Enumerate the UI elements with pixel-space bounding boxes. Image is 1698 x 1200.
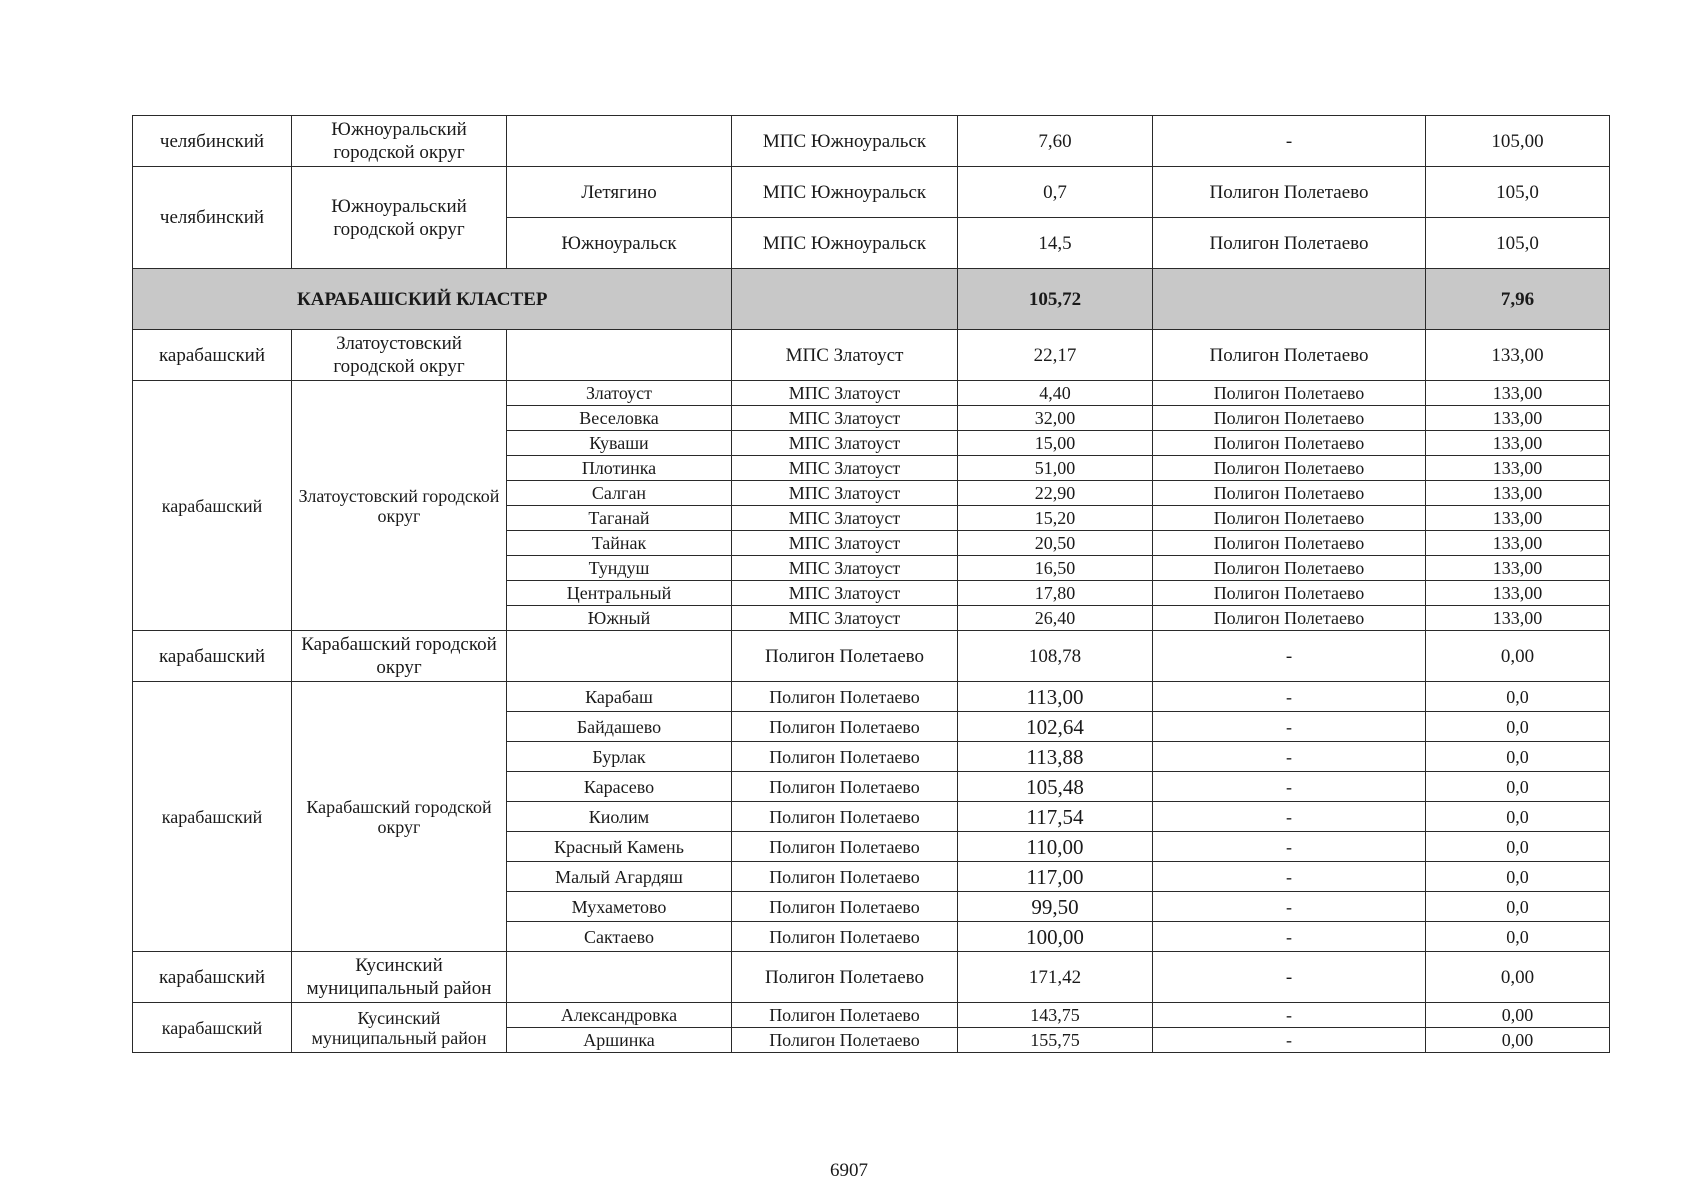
destination-cell: Полигон Полетаево — [1153, 330, 1426, 381]
destination-cell: - — [1153, 832, 1426, 862]
table-row — [133, 167, 1610, 218]
distance-cell: 102,64 — [958, 712, 1153, 742]
facility-cell: Полигон Полетаево — [732, 892, 958, 922]
destination-cell: - — [1153, 712, 1426, 742]
facility-cell: МПС Златоуст — [732, 330, 958, 381]
cluster-name-cell: челябинский — [133, 116, 292, 167]
facility-cell: МПС Златоуст — [732, 381, 958, 406]
table-row — [133, 116, 1610, 167]
value-cell: 133,00 — [1426, 581, 1610, 606]
cluster-name-cell: карабашский — [133, 631, 292, 682]
table-row — [133, 682, 1610, 712]
destination-cell: Полигон Полетаево — [1153, 406, 1426, 431]
municipality-cell: Златоустовский городской округ — [292, 381, 507, 631]
settlement-cell: Центральный — [507, 581, 732, 606]
value-cell: 0,0 — [1426, 892, 1610, 922]
value-cell: 0,0 — [1426, 862, 1610, 892]
distance-cell: 155,75 — [958, 1028, 1153, 1053]
facility-cell: МПС Южноуральск — [732, 218, 958, 269]
municipality-cell: Южноуральский городской округ — [292, 167, 507, 269]
distance-cell: 15,20 — [958, 506, 1153, 531]
facility-cell: МПС Златоуст — [732, 481, 958, 506]
value-cell: 133,00 — [1426, 456, 1610, 481]
facility-cell: Полигон Полетаево — [732, 802, 958, 832]
settlement-cell: Южный — [507, 606, 732, 631]
distance-cell: 105,48 — [958, 772, 1153, 802]
destination-cell: - — [1153, 1028, 1426, 1053]
distance-cell: 100,00 — [958, 922, 1153, 952]
settlement-cell: Сактаево — [507, 922, 732, 952]
facility-cell: МПС Южноуральск — [732, 167, 958, 218]
facility-cell: Полигон Полетаево — [732, 922, 958, 952]
distance-cell: 17,80 — [958, 581, 1153, 606]
distance-cell: 26,40 — [958, 606, 1153, 631]
data-table — [132, 115, 1610, 1053]
settlement-cell — [507, 631, 732, 682]
facility-cell: Полигон Полетаево — [732, 772, 958, 802]
settlement-cell — [507, 116, 732, 167]
distance-cell: 22,17 — [958, 330, 1153, 381]
municipality-cell: Южноуральский городской округ — [292, 116, 507, 167]
settlement-cell — [507, 952, 732, 1003]
value-cell: 105,00 — [1426, 116, 1610, 167]
settlement-cell: Бурлак — [507, 742, 732, 772]
cluster-name-cell: карабашский — [133, 952, 292, 1003]
destination-cell: Полигон Полетаево — [1153, 381, 1426, 406]
facility-cell: МПС Златоуст — [732, 506, 958, 531]
destination-cell: Полигон Полетаево — [1153, 481, 1426, 506]
distance-cell: 108,78 — [958, 631, 1153, 682]
destination-cell: Полигон Полетаево — [1153, 556, 1426, 581]
facility-cell: МПС Златоуст — [732, 531, 958, 556]
facility-cell: Полигон Полетаево — [732, 742, 958, 772]
destination-cell: - — [1153, 1003, 1426, 1028]
distance-cell: 0,7 — [958, 167, 1153, 218]
cluster-total-tariff: 7,96 — [1426, 269, 1610, 330]
destination-cell: - — [1153, 862, 1426, 892]
cluster-name-cell: карабашский — [133, 682, 292, 952]
destination-cell: Полигон Полетаево — [1153, 606, 1426, 631]
value-cell: 133,00 — [1426, 431, 1610, 456]
destination-cell: - — [1153, 802, 1426, 832]
value-cell: 133,00 — [1426, 381, 1610, 406]
facility-cell: МПС Златоуст — [732, 606, 958, 631]
settlement-cell: Киолим — [507, 802, 732, 832]
settlement-cell: Летягино — [507, 167, 732, 218]
facility-cell: МПС Златоуст — [732, 581, 958, 606]
value-cell: 105,0 — [1426, 218, 1610, 269]
facility-cell: МПС Златоуст — [732, 406, 958, 431]
destination-cell: Полигон Полетаево — [1153, 218, 1426, 269]
distance-cell: 15,00 — [958, 431, 1153, 456]
table-body — [133, 116, 1610, 1053]
distance-cell: 143,75 — [958, 1003, 1153, 1028]
cluster-name-cell: карабашский — [133, 330, 292, 381]
empty-cell — [732, 269, 958, 330]
destination-cell: - — [1153, 892, 1426, 922]
value-cell: 105,0 — [1426, 167, 1610, 218]
distance-cell: 113,00 — [958, 682, 1153, 712]
distance-cell: 14,5 — [958, 218, 1153, 269]
facility-cell: МПС Златоуст — [732, 556, 958, 581]
settlement-cell: Аршинка — [507, 1028, 732, 1053]
value-cell: 0,0 — [1426, 682, 1610, 712]
destination-cell: - — [1153, 682, 1426, 712]
value-cell: 0,00 — [1426, 631, 1610, 682]
facility-cell: МПС Златоуст — [732, 431, 958, 456]
facility-cell: Полигон Полетаево — [732, 832, 958, 862]
distance-cell: 7,60 — [958, 116, 1153, 167]
facility-cell: МПС Южноуральск — [732, 116, 958, 167]
destination-cell: Полигон Полетаево — [1153, 456, 1426, 481]
municipality-cell: Кусинский муниципальный район — [292, 1003, 507, 1053]
value-cell: 0,00 — [1426, 952, 1610, 1003]
distance-cell: 117,00 — [958, 862, 1153, 892]
table-row — [133, 330, 1610, 381]
distance-cell: 99,50 — [958, 892, 1153, 922]
settlement-cell: Веселовка — [507, 406, 732, 431]
settlement-cell: Мухаметово — [507, 892, 732, 922]
cluster-row — [133, 269, 1610, 330]
settlement-cell: Тундуш — [507, 556, 732, 581]
distance-cell: 22,90 — [958, 481, 1153, 506]
settlement-cell: Байдашево — [507, 712, 732, 742]
municipality-cell: Карабашский городской округ — [292, 682, 507, 952]
destination-cell: Полигон Полетаево — [1153, 506, 1426, 531]
cluster-name-cell: карабашский — [133, 1003, 292, 1053]
facility-cell: Полигон Полетаево — [732, 631, 958, 682]
value-cell: 0,0 — [1426, 802, 1610, 832]
cluster-name-cell: челябинский — [133, 167, 292, 269]
settlement-cell: Плотинка — [507, 456, 732, 481]
settlement-cell: Таганай — [507, 506, 732, 531]
destination-cell: - — [1153, 952, 1426, 1003]
distance-cell: 32,00 — [958, 406, 1153, 431]
destination-cell: - — [1153, 922, 1426, 952]
cluster-total-distance: 105,72 — [958, 269, 1153, 330]
distance-cell: 113,88 — [958, 742, 1153, 772]
value-cell: 133,00 — [1426, 506, 1610, 531]
table-row — [133, 1003, 1610, 1028]
destination-cell: - — [1153, 742, 1426, 772]
facility-cell: Полигон Полетаево — [732, 1028, 958, 1053]
value-cell: 0,0 — [1426, 832, 1610, 862]
value-cell: 133,00 — [1426, 556, 1610, 581]
destination-cell: - — [1153, 116, 1426, 167]
empty-cell — [1153, 269, 1426, 330]
distance-cell: 171,42 — [958, 952, 1153, 1003]
settlement-cell: Салган — [507, 481, 732, 506]
value-cell: 133,00 — [1426, 481, 1610, 506]
distance-cell: 51,00 — [958, 456, 1153, 481]
distance-cell: 4,40 — [958, 381, 1153, 406]
table-row — [133, 631, 1610, 682]
cluster-name-cell: карабашский — [133, 381, 292, 631]
settlement-cell: Златоуст — [507, 381, 732, 406]
settlement-cell: Тайнак — [507, 531, 732, 556]
value-cell: 0,0 — [1426, 742, 1610, 772]
value-cell: 133,00 — [1426, 330, 1610, 381]
value-cell: 0,0 — [1426, 922, 1610, 952]
distance-cell: 16,50 — [958, 556, 1153, 581]
destination-cell: Полигон Полетаево — [1153, 167, 1426, 218]
value-cell: 0,00 — [1426, 1003, 1610, 1028]
facility-cell: Полигон Полетаево — [732, 862, 958, 892]
facility-cell: МПС Златоуст — [732, 456, 958, 481]
distance-cell: 117,54 — [958, 802, 1153, 832]
municipality-cell: Кусинский муниципальный район — [292, 952, 507, 1003]
destination-cell: - — [1153, 772, 1426, 802]
destination-cell: Полигон Полетаево — [1153, 581, 1426, 606]
value-cell: 0,0 — [1426, 712, 1610, 742]
settlement-cell — [507, 330, 732, 381]
settlement-cell: Куваши — [507, 431, 732, 456]
settlement-cell: Александровка — [507, 1003, 732, 1028]
settlement-cell: Малый Агардяш — [507, 862, 732, 892]
settlement-cell: Южноуральск — [507, 218, 732, 269]
cluster-title: КАРАБАШСКИЙ КЛАСТЕР — [133, 269, 732, 330]
table-row — [133, 952, 1610, 1003]
settlement-cell: Карасево — [507, 772, 732, 802]
destination-cell: - — [1153, 631, 1426, 682]
value-cell: 0,0 — [1426, 772, 1610, 802]
facility-cell: Полигон Полетаево — [732, 682, 958, 712]
municipality-cell: Карабашский городской округ — [292, 631, 507, 682]
value-cell: 133,00 — [1426, 406, 1610, 431]
destination-cell: Полигон Полетаево — [1153, 531, 1426, 556]
facility-cell: Полигон Полетаево — [732, 712, 958, 742]
facility-cell: Полигон Полетаево — [732, 1003, 958, 1028]
distance-cell: 110,00 — [958, 832, 1153, 862]
settlement-cell: Красный Камень — [507, 832, 732, 862]
value-cell: 133,00 — [1426, 531, 1610, 556]
value-cell: 133,00 — [1426, 606, 1610, 631]
destination-cell: Полигон Полетаево — [1153, 431, 1426, 456]
table-row — [133, 381, 1610, 406]
value-cell: 0,00 — [1426, 1028, 1610, 1053]
settlement-cell: Карабаш — [507, 682, 732, 712]
page-number: 6907 — [830, 1160, 868, 1181]
facility-cell: Полигон Полетаево — [732, 952, 958, 1003]
distance-cell: 20,50 — [958, 531, 1153, 556]
municipality-cell: Златоустовский городской округ — [292, 330, 507, 381]
